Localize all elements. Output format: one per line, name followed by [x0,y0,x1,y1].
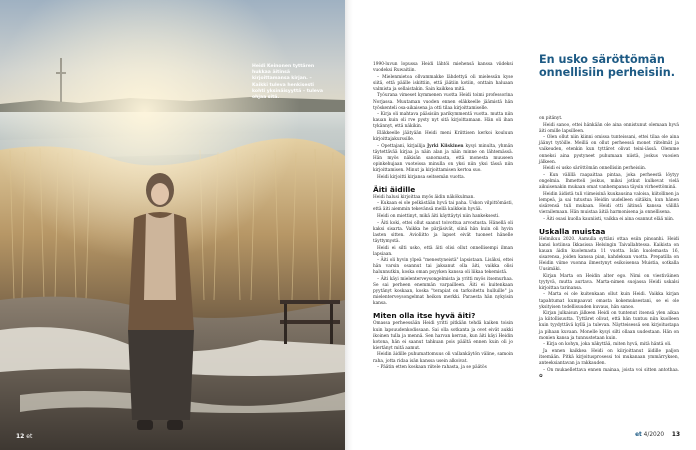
page-number: 13 [671,432,680,438]
paragraph: Heidi on miettinyt, mikä äiti käyttäytyi niin hankeksesti. [377,214,500,220]
paragraph: Eläkkeelle jäätyään Heidi meni Kriittisen kerkoi kouluun kirjoittajakurssille. [373,131,513,143]
paragraph: Ja ennen kaikkea Heidi on kiirjoittanut äidille paljon itsemään. Pitkä kirjoitusprosessi toi mukanaan ymmärryksen, anteeksiantavan ja rakkauden. [539,348,679,366]
paragraph: Heidi sanoo, ettei hänkään ole aina onnistunut olemaan hyvä äiti omille lapsilleen. [539,122,679,134]
paragraph: – Kirja on kohyn, joka näkyttää, miten hyvä, mitä häntä oli. [543,342,672,348]
paragraph: 1990-luvun lopussa Heidi lähtöi miehensä kanssa viideksi vuodeksi Ruwaitiin. [373,62,513,74]
left-magazine-mark: et [26,433,33,440]
paragraph: – Äiti oli hyvin ylpeä "menestyneistä" lapsistaan. Lisäksi, ettei hän varsin osannut tai jaksanut olla äiti, vaikka olisi halunnutkin, koska oman psyyken kanssa oli liikaa tekemistä. [373,258,513,276]
text-span: – On mukaellettava ennen mainaa, joista voi sitten antothaa. [543,367,679,373]
text-span: – Opettajani, kirjailija [377,143,426,149]
paragraph: – Päätin etten koskaan riitele rahasta, ja se päätös [377,365,487,371]
article-column-2 [539,116,679,380]
left-folio [16,433,32,440]
paragraph: – Äiti osasi kuolla kauniisti, vaikka ei aina osannut elää niin. [543,216,675,222]
feature-photo [0,0,345,450]
paragraph: – Äiti koki, ettei ollut saanut toivottua arvostusta. Hänellä oli kaksi sisarta. Vaikka he pärjäsivät, siinä hän kuin oli hyvin lasten sitten. Avioliitto ja lapset eivät tuoneet hänelle täyttymystä. [373,220,513,244]
paragraph [539,368,679,380]
paragraph [373,144,513,174]
paragraph: Kirjan julkaisun jälkeen Heidi on tuntenut itsensä ylen aikaa ja kiitollisuutta. Tyttäret olivat, että hän tuntuu niin kuolleen kuin tyydyttävä kyllä ja tulevan. Näytteisessä sen kirjoitustapa ja pihaan kuvaan. Monelle kysyi silti ollaan uudestaan. Hän on monien kansa ja tunnustetaan kuin. [539,311,679,341]
paragraph: – Marta ei ole kuitenkaan ollut kuin Heidi. Vaikka kirjan tapahtumat kumpaavat omasta kokemuksestani, se ei ole yksityisen todellisuuden kuvaus, hän sanoo. [539,292,679,310]
paragraph: Omassa perheessään Heidi yritti pitkään tehdä kaiken toisin kuin lapsuudenkodissaan. Sai olla sotkanta ja ovet eivät aukki ikoinen tulla ja mennä. Sen harvan kerran, kun äiti käyi Heidin kotona, hän ei saanut tahkuan pois päältä ennen kuin oli jo kiertänyt mitä aamut. [373,321,513,351]
subheading-aiti-aidille: Äiti äidille [373,184,416,194]
article-column-1 [373,62,513,372]
paragraph: – Kun välillä raapaittaa pintaa, joka perheestä löytyy ongelmia. Ihmetteli joskus, miksi jotkut kulkevat vielä aikuisenakin mukaan omat vanhempansa täysin virheettöminä. [539,172,679,191]
pull-quote: En usko säröttömän onnellisiin perheisiin. [539,53,675,79]
paragraph: Työurana vimeset kymmenen vuotta Heidi toimi professorina Norjassa. Muutaman vuoden ennen eläkkeelle jäämistä hän työskenteli osa-aikaisena ja otti tilaa kirjoittamiselle. [373,93,513,111]
issue-number: 4/2020 [643,432,665,438]
right-folio [635,432,680,438]
left-page-number: 12 [16,433,25,440]
subheading-hyva-aiti: Miten olla itse hyvä äiti? [373,311,476,321]
paragraph: – Mielenmietoa ollvammakke lähdettyä oli mielessän kyse siitä, että päälle iskittiin, että jäätiin kotiin, onttain haluaan valmista ja sellaistakin. Sain kaikkea mitä. [373,74,513,92]
paragraph: – Kirja oli mahtava pääsisiin parikymmentä vuotta. mutta niin kauan kuin oli rve pysty nyt sitä kirjoittamaan. Hän oli ihan tykännyt, että näkikin. [373,112,513,130]
subheading-uskalla-muistaa: Uskalla muistaa [539,226,606,236]
paragraph: on pitänyt. [539,116,563,121]
paragraph: – Äiti käyi mielenterveysongelmista ja yritti myös itsemurhaa. Se sai perheen enemmän varpailleen. Äiti ei kuitenkaan pyytänyt koskaan, koska "terapiat on tarkoitettu hulluille" ja mielenterveysongelmat heikon merkki. Paraesta hän nykyisin kansa. [373,277,513,307]
paragraph: – Olen ollut niin kiinni omissa tunteissani, ettei tilaa ole aina jäänyt tytöille. Meillä on ollut perheessä monet riitelmät ja vaikeuden, etenkin kun tyttäret olivat teini-iässä. Olemme onneksi aina pystyneet puhumaan niistä, joskus vuosien jälkeen. [539,135,679,165]
paragraph: Kirjan Marta on Heidin alter ego. Nimi on viestiväinen tyytyvä, mutta aurtava. Marta-nimen suojassa Heidi uskalsi kirjoittaa tarinansa. [539,273,679,291]
paragraph: Heidi ei silti usko, että äiti olisi ollut onnellisempi ilman lapsiaan. [373,245,513,257]
end-mark-icon: ✿ [539,373,543,379]
page-gutter [345,0,353,450]
paragraph: Helmikuu 2020. Aamulla syttäni ottaa esiin pinoanhi. Heidi kansi kotiinsa Ikkasissa Helsingin Taivallahtessa. Kaikista on kauan äidin kuolemasta 11 vuotta. Isän kuolemasta 16, sisarensa, joiden kanssa pian, kahdeksan vuotta. Prepatilla on Heidin viime vuonna ilmestynyt esikoisensa Muistia, sotkalla Uusimäki. [539,236,679,273]
magazine-mark: et [635,432,642,438]
photo-caption: Heidi Keinonen tyttären hukkaa äitinsä kirjoittamansa kirjan. – Kaikki tuleva henkisesti kohti yksinäisyyttä – tuleva ohjaa sitä. [252,64,323,101]
person-name: Jyrki Kiiskinen [427,143,464,149]
paragraph: Heidi kirjoitti kirjansa seitsemän vuotta. [377,174,466,180]
paragraph: Heidin äidistä tuli viimeisinä kuukausina valoisa, kiitollinen ja lempeä, ja sai tutustua Heidin uudelleen siitäkin, kun hänen sisärensä tuli mukaan. Heidi otti äitinsä kanssa välillä vierailemaan. Hän muistaa äitiä harmonisena ja onnellisena. [539,191,679,215]
paragraph: – Kukaan ei ole pelkästään hyvä tai paha. Uskon vilpittömästi, että äiti aiemmin tekevänsä mellä kaikkein hyvää. [373,201,513,213]
paragraph: Heidi ei usko säröttömän onnellisiin perheisiin. [543,166,647,172]
paragraph: Heidi halusi kirjoittaa myös äidin näkökulman. [373,194,475,200]
text-span: kysyi minulta, yhmän täytettävää kirjaa ja näin alan ja näin minne on lähtemässä. Hän myös näkisän sanomasta, että monesta muuseen opinkehujaan vuoteissa minulla on yksi niin yksi tässä niin kirjoittamisen. Minut ja kirjoittamisen kertoa suo. [373,143,513,174]
paragraph: Heidin äidille puhumattomuus oli vallankäytön väline, samoin raha, jotta ridaa isän kanssa usein alkoivat. [373,352,513,364]
